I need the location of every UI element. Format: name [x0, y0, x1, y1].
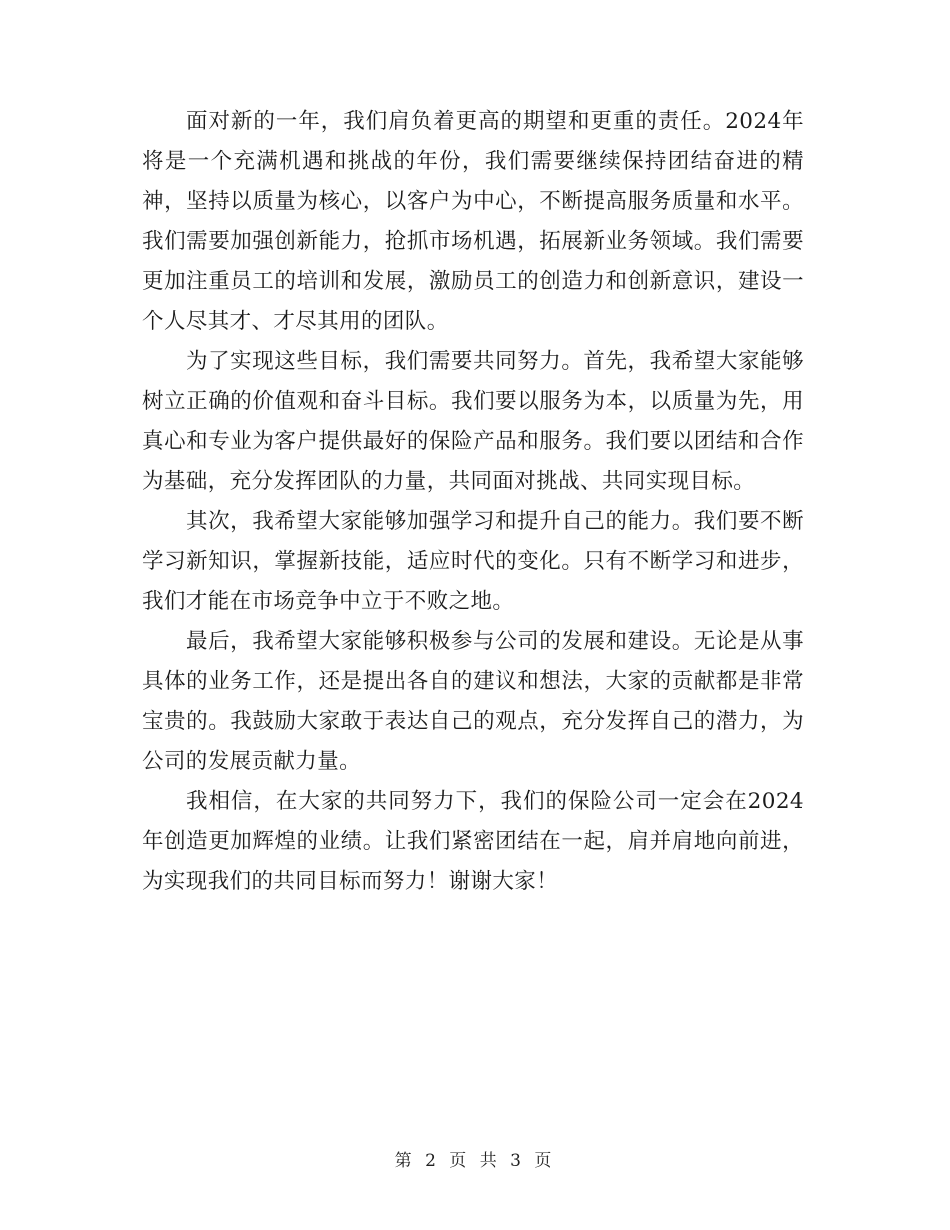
paragraph-3: 其次，我希望大家能够加强学习和提升自己的能力。我们要不断学习新知识，掌握新技能，适应时代的变化。只有不断学习和进步，我们才能在市场竞争中立于不败之地。	[142, 509, 804, 614]
document-body	[142, 102, 804, 902]
paragraph-1: 面对新的一年，我们肩负着更高的期望和更重的责任。2024年将是一个充满机遇和挑战的年份，我们需要继续保持团结奋进的精神，坚持以质量为核心，以客户为中心，不断提高服务质量和水平。我们需要加强创新能力，抢抓市场机遇，拓展新业务领域。我们需要更加注重员工的培训和发展，激励员工的创造力和创新意识，建设一个人尽其才、才尽其用的团队。	[142, 109, 804, 334]
paragraph-5: 我相信，在大家的共同努力下，我们的保险公司一定会在2024年创造更加辉煌的业绩。让我们紧密团结在一起，肩并肩地向前进，为实现我们的共同目标而努力！谢谢大家！	[142, 789, 804, 894]
paragraph-2: 为了实现这些目标，我们需要共同努力。首先，我希望大家能够树立正确的价值观和奋斗目标。我们要以服务为本，以质量为先，用真心和专业为客户提供最好的保险产品和服务。我们要以团结和合作为基础，充分发挥团队的力量，共同面对挑战、共同实现目标。	[142, 349, 804, 494]
page-number-footer: 第 2 页 共 3 页	[394, 1151, 556, 1171]
paragraph-4: 最后，我希望大家能够积极参与公司的发展和建设。无论是从事具体的业务工作，还是提出各自的建议和想法，大家的贡献都是非常宝贵的。我鼓励大家敢于表达自己的观点，充分发挥自己的潜力，为公司的发展贡献力量。	[142, 629, 804, 774]
